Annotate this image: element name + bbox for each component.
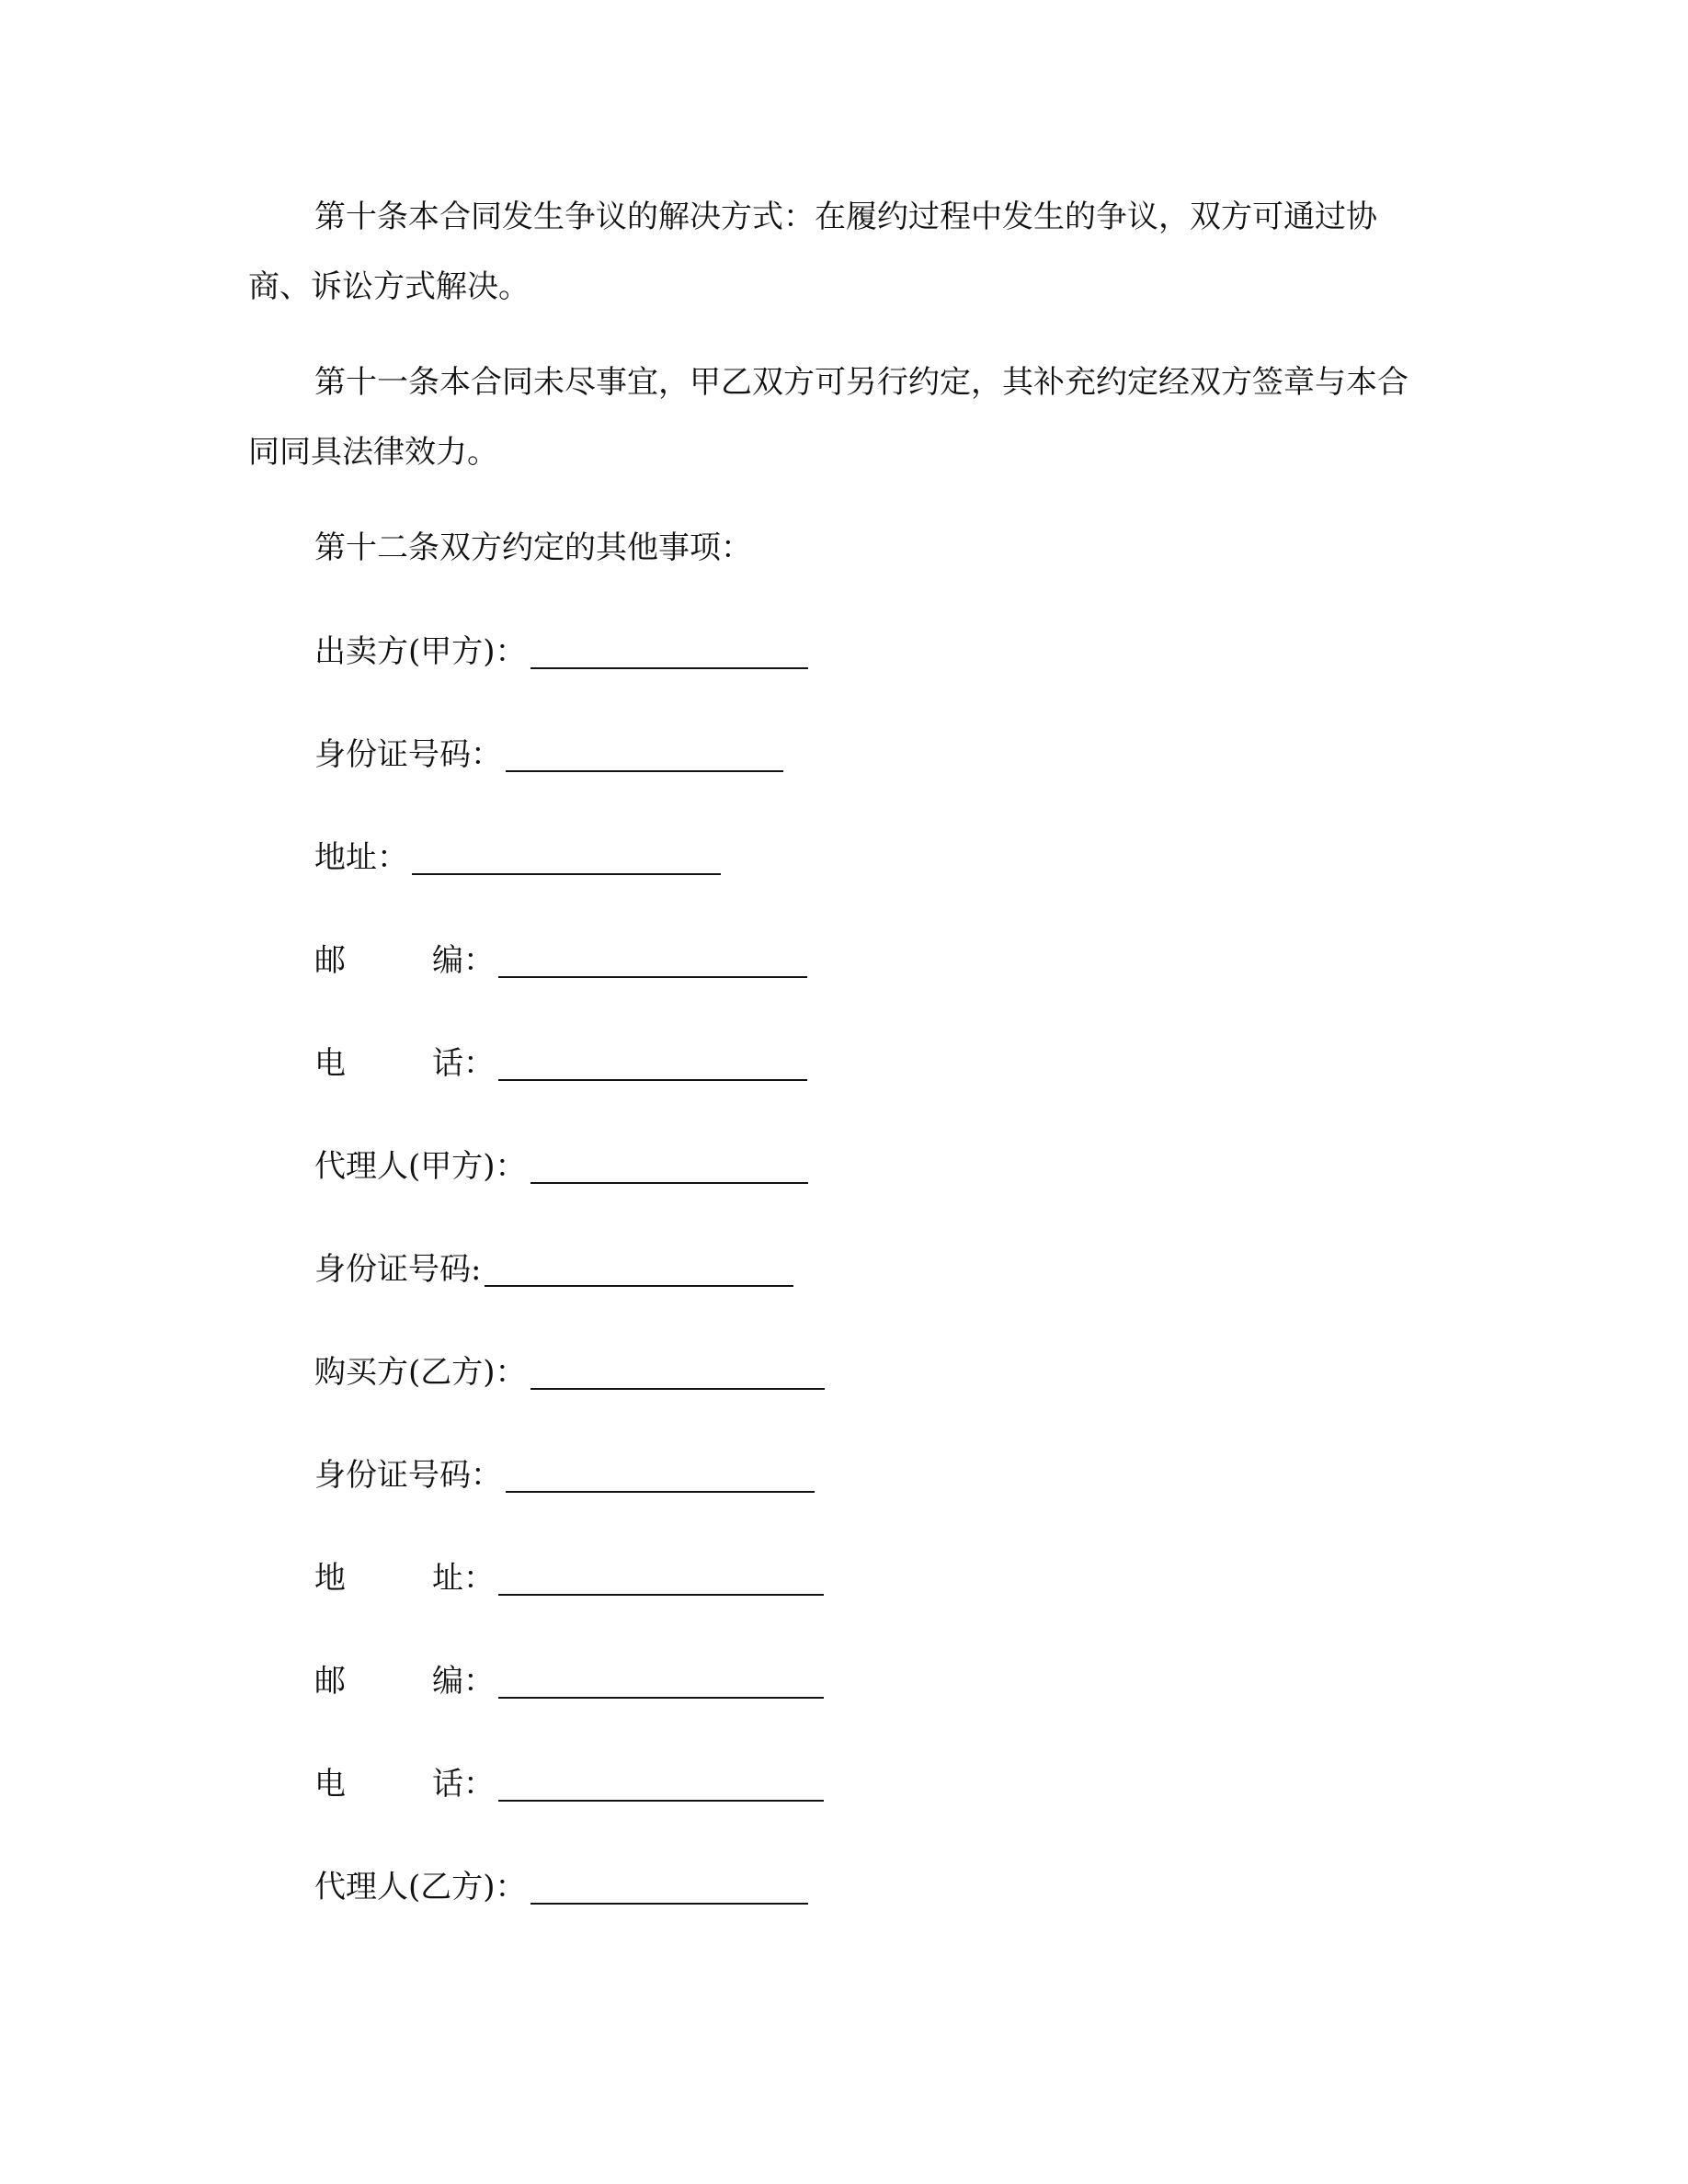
seller-phone-field (314, 1041, 807, 1086)
buyer-id-blank[interactable] (506, 1460, 815, 1493)
buyer-phone-field (314, 1761, 824, 1807)
article-12: 第十二条双方约定的其他事项： (314, 529, 752, 566)
seller-postcode-label-b: 编： (432, 942, 495, 979)
seller-phone-label-a: 电 (314, 1045, 346, 1082)
buyer-postcode-label-b: 编： (432, 1663, 495, 1700)
buyer-postcode-field (314, 1658, 824, 1704)
buyer-agent-field (314, 1864, 808, 1910)
seller-phone-label-b: 话： (432, 1045, 495, 1082)
buyer-phone-blank[interactable] (498, 1769, 824, 1802)
seller-name-blank[interactable] (530, 636, 808, 669)
seller-agent-id-label: 身份证号码: (314, 1251, 482, 1288)
seller-agent-id-blank[interactable] (485, 1254, 793, 1287)
seller-agent-field (314, 1143, 808, 1189)
seller-postcode-label-a: 邮 (314, 942, 346, 979)
buyer-address-label-a: 地 (314, 1560, 346, 1597)
buyer-address-label-b: 址： (432, 1560, 495, 1597)
buyer-address-label (314, 1555, 495, 1601)
buyer-name-field (314, 1349, 825, 1395)
buyer-address-field (314, 1555, 824, 1601)
seller-id-blank[interactable] (506, 739, 783, 772)
seller-postcode-field (314, 938, 807, 984)
buyer-phone-label-a: 电 (314, 1766, 346, 1803)
seller-name-field (314, 629, 808, 675)
seller-agent-id-field (314, 1246, 793, 1292)
buyer-name-label: 购买方(乙方)： (314, 1354, 527, 1391)
seller-agent-label: 代理人(甲方)： (314, 1148, 527, 1185)
buyer-agent-blank[interactable] (530, 1871, 808, 1905)
seller-phone-blank[interactable] (498, 1048, 807, 1081)
seller-phone-label (314, 1041, 495, 1086)
buyer-name-blank[interactable] (530, 1357, 825, 1390)
buyer-phone-label-b: 话： (432, 1766, 495, 1803)
buyer-address-blank[interactable] (498, 1563, 824, 1596)
buyer-phone-label (314, 1761, 495, 1807)
article-11: 第十一条本合同未尽事宜，甲乙双方可另行约定，其补充约定经双方签章与本合同同具法律效力。 (248, 364, 1409, 471)
seller-postcode-blank[interactable] (498, 945, 807, 978)
buyer-postcode-blank[interactable] (498, 1666, 824, 1699)
seller-id-label: 身份证号码： (314, 736, 502, 773)
seller-agent-blank[interactable] (530, 1151, 808, 1184)
buyer-agent-label: 代理人(乙方)： (314, 1869, 527, 1905)
seller-id-field (314, 732, 783, 778)
buyer-postcode-label-a: 邮 (314, 1663, 346, 1700)
seller-address-blank[interactable] (412, 842, 721, 875)
seller-address-field (314, 835, 721, 881)
buyer-id-field (314, 1452, 815, 1498)
seller-postcode-label (314, 938, 495, 984)
seller-name-label: 出卖方(甲方)： (314, 633, 527, 670)
buyer-postcode-label (314, 1658, 495, 1704)
seller-address-label: 地址： (314, 839, 408, 876)
article-10: 第十条本合同发生争议的解决方式：在履约过程中发生的争议，双方可通过协商、诉讼方式解决。 (248, 199, 1377, 305)
buyer-id-label: 身份证号码： (314, 1457, 502, 1494)
